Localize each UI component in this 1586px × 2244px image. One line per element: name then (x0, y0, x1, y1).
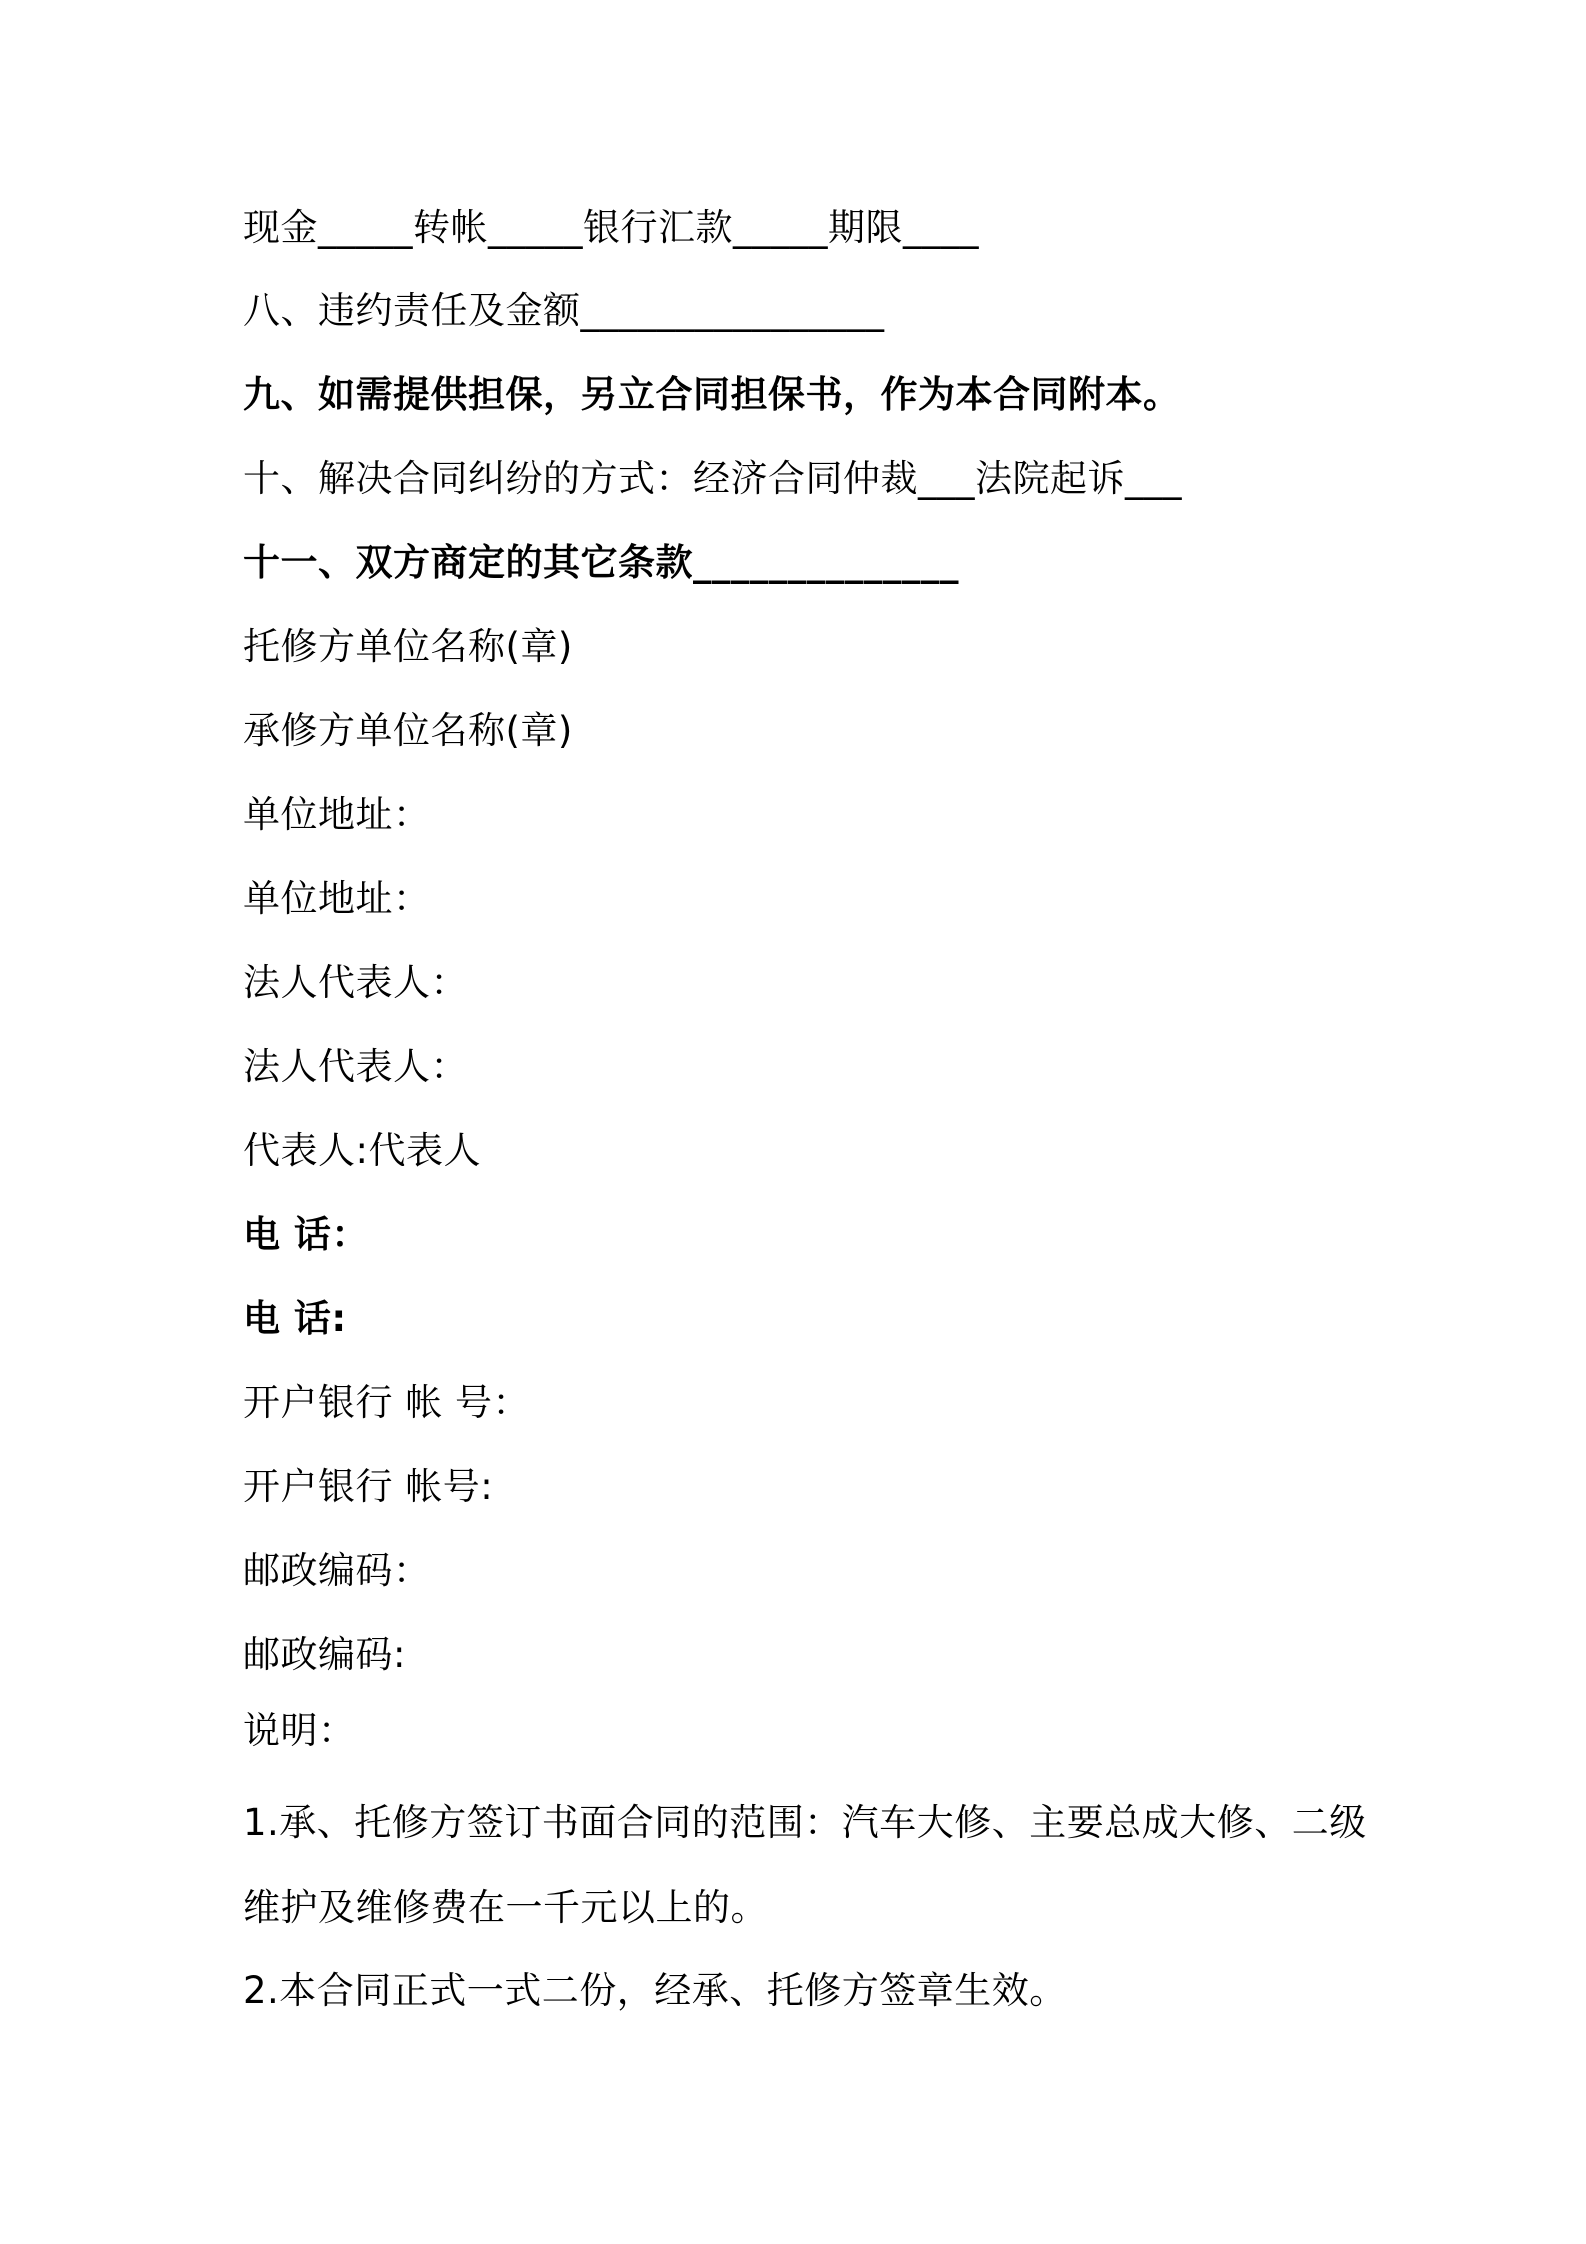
payment-method-line: 现金_____转帐_____银行汇款_____期限____ (243, 206, 979, 249)
client-legal-representative-label: 法人代表人： (243, 961, 468, 1004)
client-bank-account-label: 开户银行 帐 号： (243, 1381, 531, 1424)
clause-10-dispute-resolution: 十、解决合同纠纷的方式：经济合同仲裁___法院起诉___ (243, 457, 1182, 500)
clause-9-guarantee: 九、如需提供担保，另立合同担保书，作为本合同附本。 (243, 373, 1181, 416)
client-phone-label: 电 话： (243, 1213, 369, 1256)
repairer-phone-label: 电 话: (243, 1297, 347, 1340)
client-address-label: 单位地址： (243, 793, 431, 836)
client-postal-code-label: 邮政编码： (243, 1549, 431, 1592)
note-1-line-2: 维护及维修费在一千元以上的。 (243, 1886, 768, 1929)
representative-label: 代表人:代表人 (243, 1129, 481, 1172)
note-2: 2.本合同正式一式二份，经承、托修方签章生效。 (243, 1969, 1067, 2012)
repairer-bank-account-label: 开户银行 帐号: (243, 1465, 494, 1508)
repairer-address-label: 单位地址： (243, 877, 431, 920)
clause-8-breach-liability: 八、违约责任及金额________________ (243, 289, 885, 332)
client-unit-name-label: 托修方单位名称(章) (243, 625, 573, 668)
repairer-unit-name-label: 承修方单位名称(章) (243, 709, 573, 752)
repairer-postal-code-label: 邮政编码: (243, 1633, 406, 1676)
note-1-line-1: 1.承、托修方签订书面合同的范围：汽车大修、主要总成大修、二级 (243, 1801, 1367, 1844)
repairer-legal-representative-label: 法人代表人： (243, 1045, 468, 1088)
notes-heading: 说明： (243, 1709, 356, 1752)
clause-11-other-terms: 十一、双方商定的其它条款______________ (243, 541, 959, 584)
